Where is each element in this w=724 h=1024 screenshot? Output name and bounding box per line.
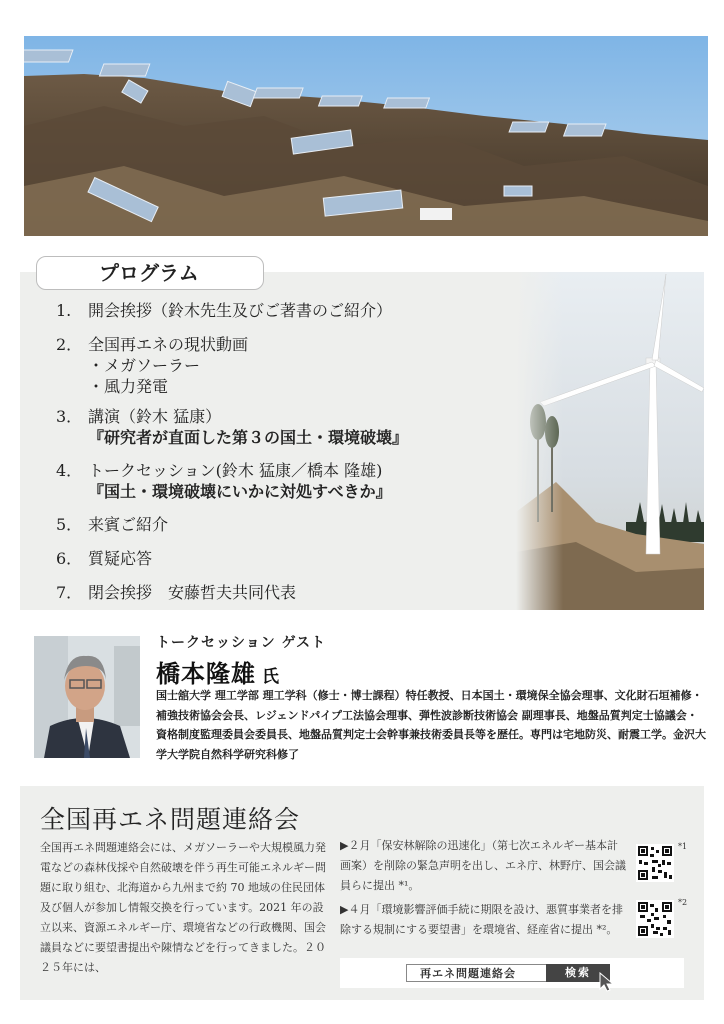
program-heading: プログラム xyxy=(36,256,264,290)
news-item-april: ▶４月「環境影響評価手続に期限を設け、悪質事業者を排除する規制にする要望書」を環境省、経産省に提出 *²。 xyxy=(340,903,624,936)
cursor-arrow-icon xyxy=(598,972,616,996)
program-item-5: 5． 来賓ご紹介 xyxy=(56,515,169,534)
program-item-6: 6． 質疑応答 xyxy=(56,549,153,568)
search-button[interactable]: 検索 xyxy=(546,964,610,982)
program-item-1: 1. 開会挨拶（鈴木先生及びご著書のご紹介） xyxy=(56,301,393,320)
association-description: 全国再エネ問題連絡会には、メガソーラーや大規模風力発電などの森林伐採や自然破壊を伴う再生可能エネルギー問題に取り組む、北海道から九州まで約 70 地域の住民団体及び個人が参加し情報交換を行っています。2021 年の設立以来、資源エネルギー庁、環境省などの行政機関、国会議員などに要望書提出や陳情などを行ってきました。２０２５年には、 xyxy=(40,841,326,974)
guest-section-label: トークセッション ゲスト xyxy=(156,635,327,651)
hero-photo-solar-hillside xyxy=(24,36,708,236)
guest-biography: 国士舘大学 理工学部 理工学科（修士・博士課程）特任教授、日本国土・環境保全協会理事、文化財石垣補修・補強技術協会会長、レジェンドパイプ工法協会理事、弾性波診断技術協会 副理事長、地盤品質判定士協議会・資格制度監理委員会委員長、地盤品質判定士会幹事兼技術委員長等を歴任。専門は宅地防災、耐震工学。金沢大学大学院自然科学研究科修了 xyxy=(156,689,706,761)
program-item-2: 2． 全国再エネの現状動画 ・メガソーラー ・風力発電 xyxy=(56,335,249,396)
association-news xyxy=(340,836,628,944)
program-item-7: 7． 閉会挨拶 安藤哲夫共同代表 xyxy=(56,583,297,602)
qr-note-1: *1 xyxy=(678,842,688,851)
qr-note-2: *2 xyxy=(678,898,688,907)
search-query-text: 再エネ問題連絡会 xyxy=(420,967,516,980)
program-item-4: 4． トークセッション(鈴木 猛康／橋本 隆雄) 『国土・環境破壊にいかに対処すべきか』 xyxy=(56,461,392,501)
association-title: 全国再エネ問題連絡会 xyxy=(40,805,301,834)
program-item-3: 3． 講演（鈴木 猛康） 『研究者が直面した第３の国土・環境破壊』 xyxy=(56,407,409,447)
guest-portrait-photo xyxy=(34,636,140,758)
news-item-february: ▶２月「保安林解除の迅速化」（第七次エネルギー基本計画案）を削除の緊急声明を出し、エネ庁、林野庁、国会議員らに提出 *¹。 xyxy=(340,839,626,892)
guest-name: 橋本隆雄 氏 xyxy=(156,660,280,688)
qr-code-icon[interactable] xyxy=(636,900,674,938)
wind-turbine-photo xyxy=(516,272,704,610)
qr-code-icon[interactable] xyxy=(636,844,674,882)
